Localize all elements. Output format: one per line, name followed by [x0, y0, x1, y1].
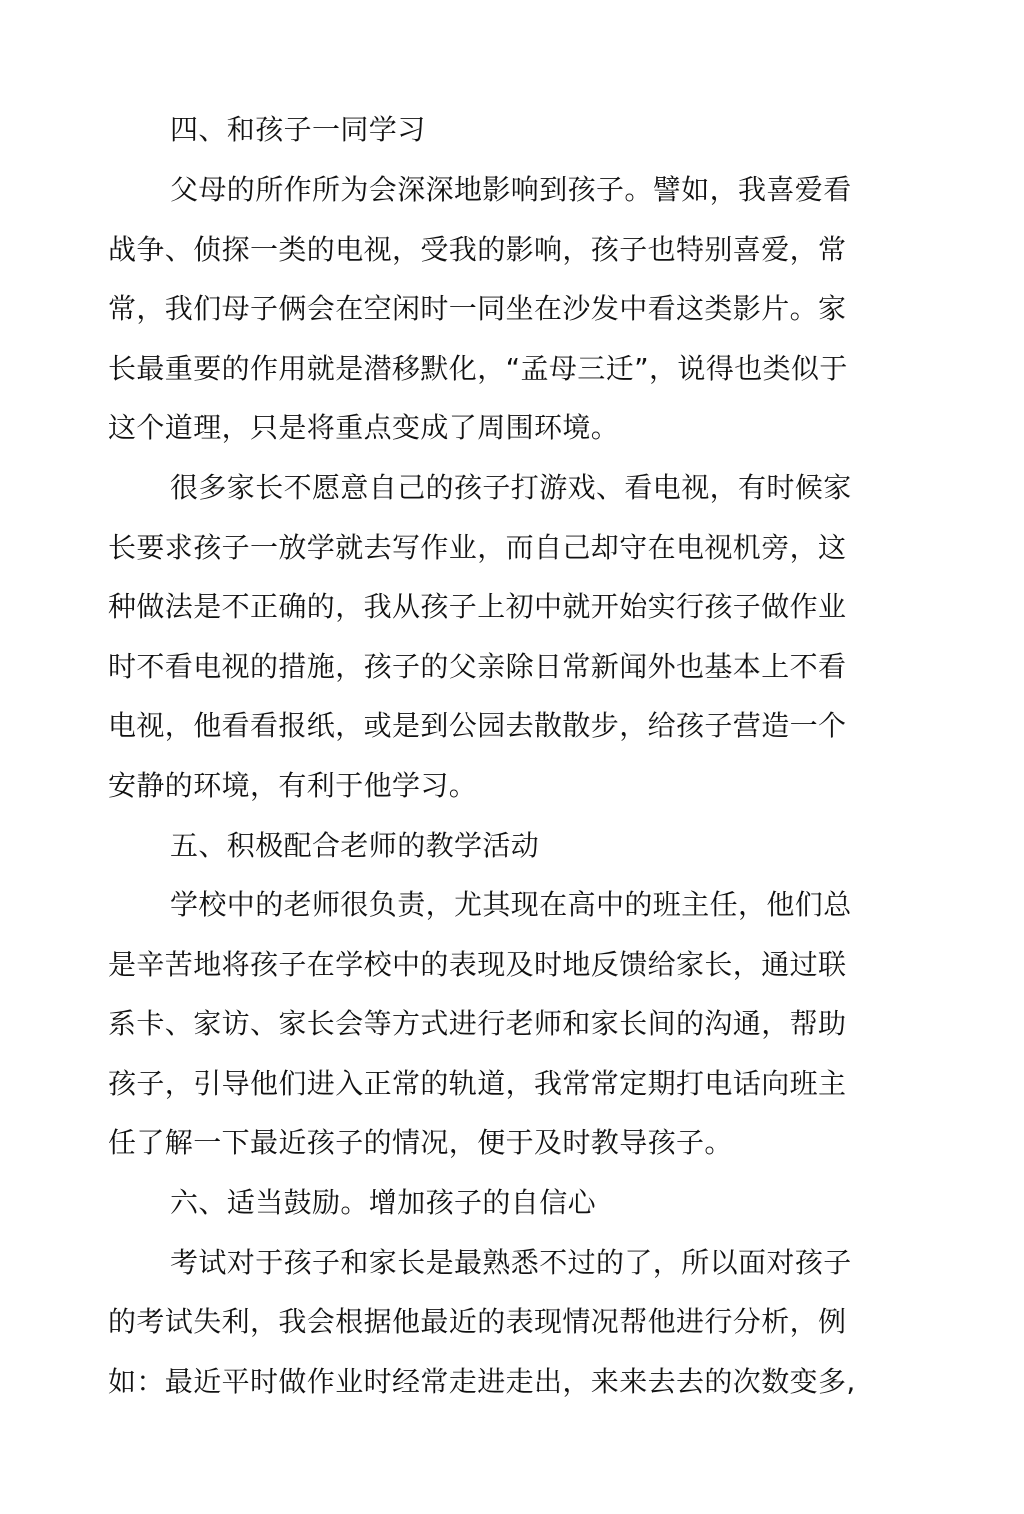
paragraph-line: 任了解一下最近孩子的情况，便于及时教导孩子。	[108, 1126, 733, 1159]
paragraph-line: 很多家长不愿意自己的孩子打游戏、看电视，有时候家	[170, 471, 852, 504]
paragraph-line: 这个道理，只是将重点变成了周围环境。	[108, 411, 620, 444]
paragraph-line: 孩子，引导他们进入正常的轨道，我常常定期打电话向班主	[108, 1067, 847, 1100]
paragraph-line: 的考试失利，我会根据他最近的表现情况帮他进行分析，例	[108, 1305, 847, 1338]
paragraph-line: 战争、侦探一类的电视，受我的影响，孩子也特别喜爱，常	[108, 233, 847, 266]
heading-five: 五、积极配合老师的教学活动	[170, 829, 540, 862]
paragraph-line: 是辛苦地将孩子在学校中的表现及时地反馈给家长，通过联	[108, 948, 847, 981]
paragraph-line: 学校中的老师很负责，尤其现在高中的班主任，他们总	[170, 888, 852, 921]
paragraph-line: 系卡、家访、家长会等方式进行老师和家长间的沟通，帮助	[108, 1007, 847, 1040]
paragraph-line: 父母的所作所为会深深地影响到孩子。譬如，我喜爱看	[170, 173, 852, 206]
paragraph-line: 长最重要的作用就是潜移默化，“孟母三迁”，说得也类似于	[108, 352, 848, 385]
paragraph-line: 电视，他看看报纸，或是到公园去散散步，给孩子营造一个	[108, 709, 847, 742]
paragraph-line: 长要求孩子一放学就去写作业，而自己却守在电视机旁，这	[108, 531, 847, 564]
paragraph-line: 如：最近平时做作业时经常走进走出，来来去去的次数变多,	[108, 1365, 856, 1398]
heading-four: 四、和孩子一同学习	[170, 113, 426, 146]
paragraph-line: 考试对于孩子和家长是最熟悉不过的了，所以面对孩子	[170, 1246, 852, 1279]
paragraph-line: 常，我们母子俩会在空闲时一同坐在沙发中看这类影片。家	[108, 292, 847, 325]
heading-six: 六、适当鼓励。增加孩子的自信心	[170, 1186, 597, 1219]
paragraph-line: 时不看电视的措施，孩子的父亲除日常新闻外也基本上不看	[108, 650, 847, 683]
paragraph-line: 种做法是不正确的，我从孩子上初中就开始实行孩子做作业	[108, 590, 847, 623]
paragraph-line: 安静的环境，有利于他学习。	[108, 769, 478, 802]
